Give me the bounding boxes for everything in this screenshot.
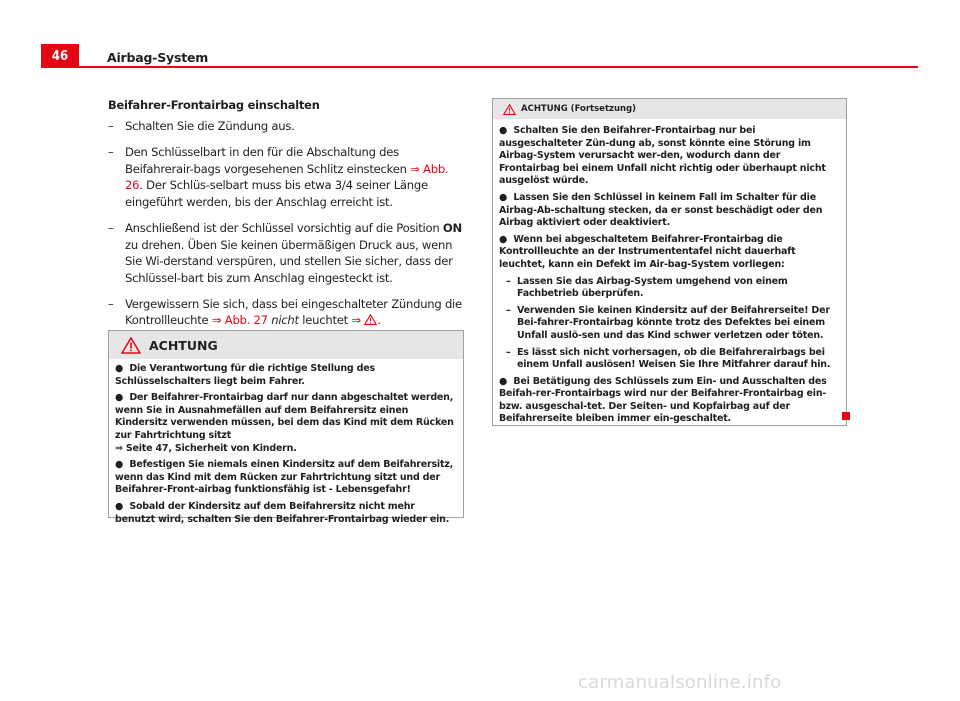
step-dash: – (108, 145, 114, 160)
bullet: ● (499, 233, 508, 245)
bullet: ● (115, 459, 124, 471)
warning-item: ● Der Beifahrer-Frontairbag darf nur dann abgeschaltet werden, wenn Sie in Ausnahmefällen auf dem Beifahrersitz einen Kindersitz verwenden müssen, bei dem das Kind mit dem Rücken zur Fahrtrichtung sitzt ⇒ Seite 47, Sicherheit von Kindern. (115, 392, 454, 454)
sub-dash: – (506, 275, 511, 287)
step-4 (108, 296, 464, 329)
step-1 (108, 118, 464, 135)
warning-sub-item: – Lassen Sie das Airbag-System umgehend von einem Fachbetrieb überprüfen. (506, 275, 788, 300)
emphasis-text: nicht (271, 313, 299, 328)
warning-sub-item: – Verwenden Sie keinen Kindersitz auf der Beifahrerseite! Der Bei-fahrer-Frontairbag könnte trotz des Defektes bei einem Unfall auslö-sen und das Kind schwer verletzen oder töten. (506, 304, 830, 341)
bullet: ● (499, 191, 508, 203)
bullet: ● (499, 125, 508, 136)
warning-item: ● Befestigen Sie niemals einen Kindersitz auf dem Beifahrersitz, wenn das Kind mit dem Rücken zur Fahrtrichtung sitzt und der Beifahrer-Front-airbag funktionsfähig ist - Lebensgefahr! (115, 459, 454, 496)
warning-continued-header (493, 99, 846, 119)
step-text: Den Schlüsselbart in den für die Abschaltung des Beifahrerair-bags vorgesehenen Schlitz einstecken (125, 145, 411, 176)
sub-dash: – (506, 304, 511, 316)
sub-dash: – (506, 346, 511, 358)
step-text: Schalten Sie die Zündung aus. (125, 119, 295, 133)
page-link[interactable]: ⇒ Seite 47, Sicherheit von Kindern. (115, 442, 297, 454)
warning-item: ● Wenn bei abgeschaltetem Beifahrer-Frontairbag die Kontrollleuchte an der Instrumententafel nicht dauerhaft leuchtet, kann ein Defekt im Air-bag-System vorliegen: (499, 233, 796, 270)
step-dash: – (108, 220, 114, 235)
step-dash: – (108, 119, 114, 133)
warning-triangle-icon (364, 314, 377, 325)
warning-box (108, 330, 464, 525)
bullet: ● (115, 500, 124, 512)
step-dash: – (108, 296, 114, 311)
warning-item: ● Sobald der Kindersitz auf dem Beifahrersitz nicht mehr benutzt wird, schalten Sie den Beifahrer-Frontairbag wieder ein. (115, 500, 450, 525)
step-text: Vergewissern Sie sich, dass bei eingeschalteter Zündung die Kontrollleuchte (125, 296, 462, 328)
warning-item: ● Die Verantwortung für die richtige Stellung des Schlüsselschalters liegt beim Fahrer. (115, 363, 375, 387)
warning-item: ● Lassen Sie den Schlüssel in keinem Fall im Schalter für die Airbag-Ab-schaltung stecken, da er sonst beschädigt oder den Airbag aktiviert oder deaktiviert. (499, 191, 823, 229)
warning-item: ● Schalten Sie den Beifahrer-Frontairbag nur bei ausgeschalteter Zün-dung ab, sonst könnte eine Störung im Airbag-System verursacht wer-den, wodurch dann der Frontairbag bei einem Unfall nicht richtig oder überhaupt nicht ausgelöst würde. (499, 125, 826, 187)
step-text: zu drehen. Üben Sie keinen übermäßigen Druck aus, wenn Sie Wi-derstand verspüren, und stellen Sie sicher, dass der Schlüssel-bart bis zum Anschlag eingesteckt ist. (125, 237, 453, 285)
warning-link-arrow: ⇒ (351, 313, 361, 328)
bullet: ● (115, 392, 124, 404)
step-text: . (377, 313, 381, 328)
step-2 (108, 144, 464, 210)
bullet: ● (115, 363, 124, 374)
bullet: ● (499, 375, 508, 387)
warning-continued-box (492, 98, 847, 426)
figure-link-26[interactable]: ⇒ Abb. 26 (125, 161, 449, 193)
section-title: Beifahrer-Frontairbag einschalten (108, 98, 320, 112)
section-end-marker (842, 412, 850, 420)
figure-link-27[interactable]: ⇒ Abb. 27 (211, 313, 268, 328)
step-3 (108, 220, 464, 286)
chapter-title: Airbag-System (107, 50, 209, 65)
warning-triangle-icon (503, 104, 516, 115)
step-text: Anschließend ist der Schlüssel vorsichtig auf die Position (125, 220, 443, 235)
position-on: ON (442, 220, 462, 235)
warning-link[interactable] (351, 313, 377, 327)
watermark: carmanualsonline.info (578, 672, 782, 693)
warning-item: ● Bei Betätigung des Schlüssels zum Ein- und Ausschalten des Beifah-rer-Frontairbags wird nur der Beifahrer-Frontairbag ein- bzw. ausgeschal-tet. Der Seiten- und Kopfairbag auf der Beifahrerseite bleiben immer ein-geschaltet. (499, 375, 827, 425)
warning-continued-title: ACHTUNG (Fortsetzung) (521, 104, 637, 114)
warning-header (109, 331, 463, 359)
step-text: . Der Schlüs-selbart muss bis etwa 3/4 seiner Länge eingeführt werden, bis der Anschlag erreicht ist. (125, 178, 428, 209)
page-number: 46 (41, 44, 79, 68)
header-rule (41, 66, 918, 68)
step-text: leuchtet (298, 313, 352, 328)
left-column (108, 98, 464, 339)
warning-title: ACHTUNG (149, 337, 218, 353)
warning-sub-item: – Es lässt sich nicht vorhersagen, ob die Beifahrerairbags bei einem Unfall auslösen! Weisen Sie Ihre Mitfahrer darauf hin. (506, 346, 831, 371)
warning-triangle-icon (121, 337, 141, 354)
